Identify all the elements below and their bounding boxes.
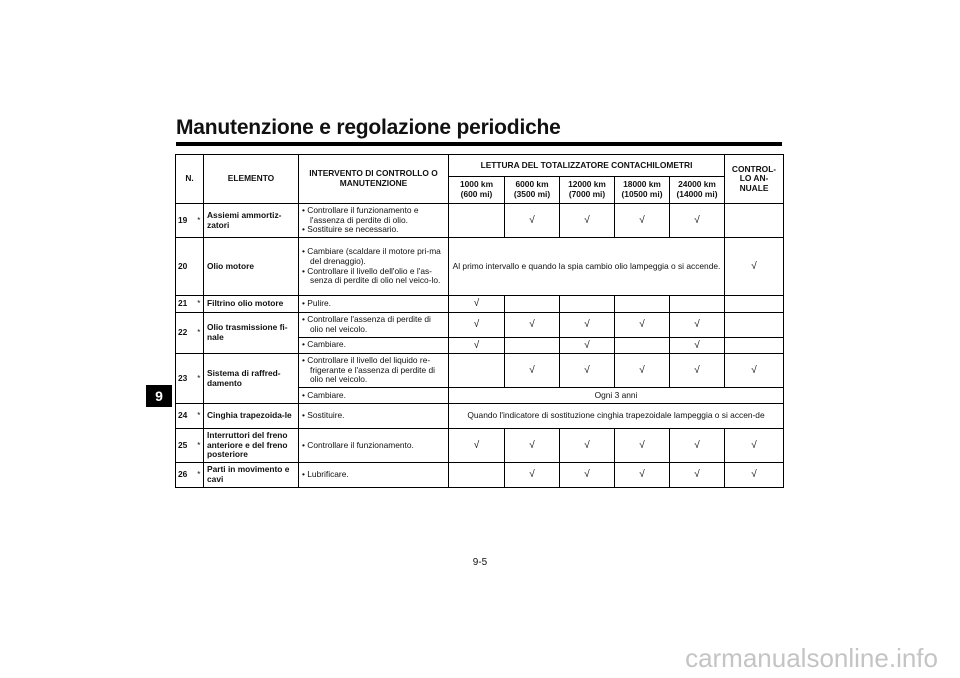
tick-cell: √ xyxy=(449,312,505,337)
row-element: Parti in movimento e cavi xyxy=(204,463,299,488)
header-row xyxy=(176,155,784,177)
row-star: * xyxy=(195,354,204,404)
row-element: Sistema di raffred-damento xyxy=(204,354,299,404)
tick-cell xyxy=(725,204,784,238)
tick-cell: √ xyxy=(725,429,784,463)
action-item: • Sostituire. xyxy=(302,411,445,421)
row-star: * xyxy=(195,296,204,313)
tick-cell xyxy=(505,337,560,354)
row-element: Interruttori del freno anteriore e del freno posteriore xyxy=(204,429,299,463)
row-action xyxy=(299,388,449,404)
table-row xyxy=(176,204,784,238)
tick-cell: √ xyxy=(449,337,505,354)
tick-cell: √ xyxy=(670,354,725,388)
interval-header: 24000 km (14000 mi) xyxy=(670,177,725,204)
table-row xyxy=(176,354,784,388)
row-number: 19 xyxy=(176,204,195,238)
tick-cell: √ xyxy=(560,337,615,354)
tick-cell xyxy=(449,463,505,488)
watermark: carmanualsonline.info xyxy=(685,643,938,673)
tick-cell: √ xyxy=(449,296,505,313)
tick-cell: √ xyxy=(725,354,784,388)
tick-cell: √ xyxy=(505,429,560,463)
action-item: • Lubrificare. xyxy=(302,470,445,480)
tick-cell: √ xyxy=(560,312,615,337)
table-row xyxy=(176,238,784,296)
tick-cell: √ xyxy=(670,429,725,463)
interval-note: Ogni 3 anni xyxy=(449,388,784,404)
interval-note: Quando l'indicatore di sostituzione cinghia trapezoidale lampeggia o si accen-de xyxy=(449,404,784,429)
action-item: • Cambiare. xyxy=(302,340,445,350)
header-num: N. xyxy=(176,155,204,204)
tick-cell xyxy=(505,296,560,313)
tick-cell: √ xyxy=(615,204,670,238)
action-item: • Pulire. xyxy=(302,299,445,309)
header-annual: CONTROL-LO AN-NUALE xyxy=(725,155,784,204)
tick-cell xyxy=(725,312,784,337)
table-row xyxy=(176,463,784,488)
table-row xyxy=(176,312,784,337)
row-star: * xyxy=(195,463,204,488)
row-element: Olio motore xyxy=(204,238,299,296)
row-action xyxy=(299,312,449,337)
row-number: 23 xyxy=(176,354,195,404)
tick-cell: √ xyxy=(505,312,560,337)
tick-cell xyxy=(449,354,505,388)
page-title: Manutenzione e regolazione periodiche xyxy=(176,116,561,139)
action-item: • Cambiare. xyxy=(302,391,445,401)
row-star: * xyxy=(195,312,204,354)
tick-cell: √ xyxy=(615,429,670,463)
table-row xyxy=(176,429,784,463)
action-item: • Controllare il funzionamento. xyxy=(302,441,445,451)
row-action xyxy=(299,429,449,463)
chapter-tab: 9 xyxy=(146,385,172,407)
interval-note: Al primo intervallo e quando la spia cambio olio lampeggia o si accende. xyxy=(449,238,725,296)
row-action xyxy=(299,238,449,296)
row-number: 24 xyxy=(176,404,195,429)
tick-cell xyxy=(670,296,725,313)
row-number: 20 xyxy=(176,238,195,296)
row-number: 22 xyxy=(176,312,195,354)
tick-cell: √ xyxy=(615,354,670,388)
tick-cell: √ xyxy=(725,238,784,296)
tick-cell: √ xyxy=(725,463,784,488)
row-action xyxy=(299,296,449,313)
tick-cell xyxy=(449,204,505,238)
tick-cell: √ xyxy=(670,204,725,238)
row-action xyxy=(299,463,449,488)
row-element: Olio trasmissione fi-nale xyxy=(204,312,299,354)
row-star: * xyxy=(195,204,204,238)
row-star: * xyxy=(195,404,204,429)
tick-cell xyxy=(615,296,670,313)
tick-cell: √ xyxy=(560,204,615,238)
tick-cell: √ xyxy=(505,463,560,488)
tick-cell: √ xyxy=(670,337,725,354)
title-rule xyxy=(176,142,782,146)
table-row xyxy=(176,404,784,429)
row-action xyxy=(299,404,449,429)
row-number: 26 xyxy=(176,463,195,488)
tick-cell: √ xyxy=(670,463,725,488)
header-element: ELEMENTO xyxy=(204,155,299,204)
tick-cell: √ xyxy=(615,312,670,337)
action-item: • Controllare il livello del liquido re-frigerante e l'assenza di perdite di olio nel veicolo. xyxy=(302,356,445,385)
tick-cell xyxy=(725,337,784,354)
interval-header: 6000 km (3500 mi) xyxy=(505,177,560,204)
row-element: Cinghia trapezoida-le xyxy=(204,404,299,429)
row-element: Assiemi ammortiz-zatori xyxy=(204,204,299,238)
interval-header: 18000 km (10500 mi) xyxy=(615,177,670,204)
tick-cell: √ xyxy=(505,204,560,238)
action-item: • Controllare l'assenza di perdite di olio nel veicolo. xyxy=(302,315,445,334)
header-odometer: LETTURA DEL TOTALIZZATORE CONTACHILOMETRI xyxy=(449,155,725,177)
row-action xyxy=(299,204,449,238)
row-star xyxy=(195,238,204,296)
action-item: • Sostituire se necessario. xyxy=(302,225,445,235)
row-action xyxy=(299,337,449,354)
row-action xyxy=(299,354,449,388)
interval-header: 12000 km (7000 mi) xyxy=(560,177,615,204)
row-element: Filtrino olio motore xyxy=(204,296,299,313)
page-number: 9-5 xyxy=(472,557,488,568)
tick-cell: √ xyxy=(560,463,615,488)
action-item: • Controllare il funzionamento e l'assenza di perdite di olio. xyxy=(302,206,445,225)
tick-cell: √ xyxy=(505,354,560,388)
tick-cell: √ xyxy=(615,463,670,488)
table-row xyxy=(176,296,784,313)
maintenance-table xyxy=(175,154,784,488)
action-item: • Controllare il livello dell'olio e l'as-senza di perdite di olio nel veico-lo. xyxy=(302,267,445,286)
tick-cell: √ xyxy=(670,312,725,337)
interval-header: 1000 km (600 mi) xyxy=(449,177,505,204)
tick-cell xyxy=(560,296,615,313)
row-star: * xyxy=(195,429,204,463)
header-action: INTERVENTO DI CONTROLLO O MANUTENZIONE xyxy=(299,155,449,204)
action-item: • Cambiare (scaldare il motore pri-ma del drenaggio). xyxy=(302,247,445,266)
tick-cell: √ xyxy=(560,429,615,463)
tick-cell xyxy=(725,296,784,313)
tick-cell: √ xyxy=(449,429,505,463)
tick-cell xyxy=(615,337,670,354)
row-number: 25 xyxy=(176,429,195,463)
row-number: 21 xyxy=(176,296,195,313)
tick-cell: √ xyxy=(560,354,615,388)
